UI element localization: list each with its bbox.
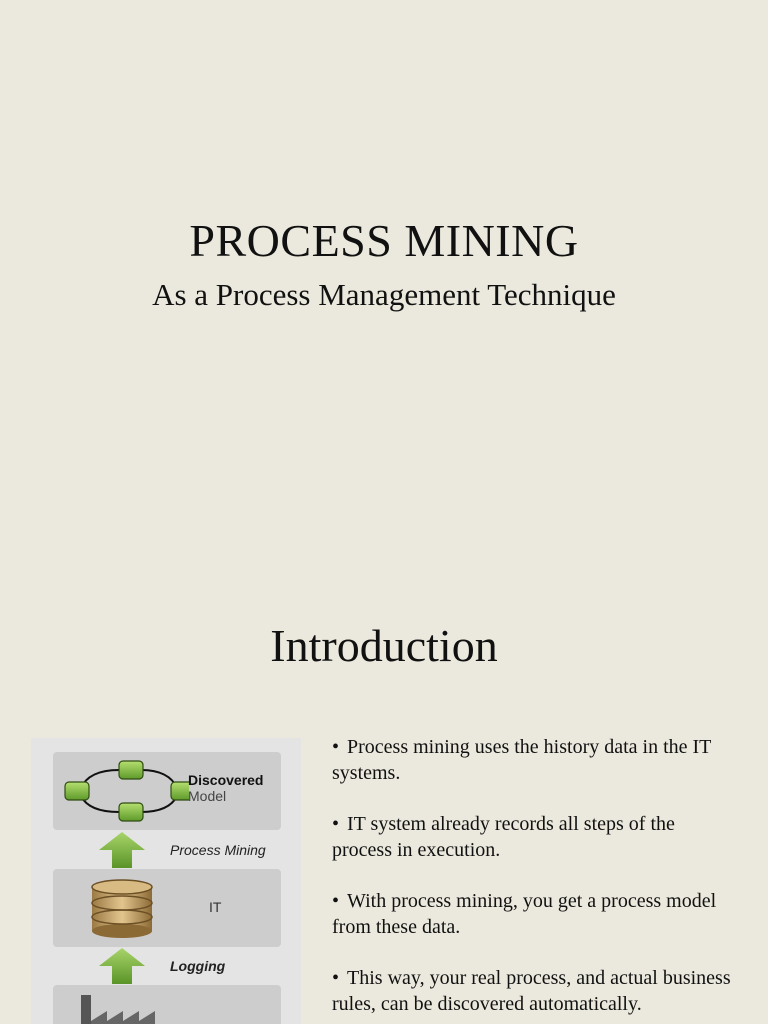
process-mining-label: Process Mining [170, 842, 266, 858]
introduction-slide [0, 576, 768, 1024]
model-node [65, 782, 89, 800]
discovered-model-label [188, 772, 263, 804]
reality-panel [53, 985, 281, 1024]
process-mining-diagram [31, 738, 301, 1024]
intro-heading: Introduction [270, 620, 498, 671]
bullet-item: • With process mining, you get a process model from these data. [332, 890, 717, 938]
slide-subtitle: As a Process Management Technique [152, 277, 616, 312]
it-panel [53, 869, 281, 947]
bullet-text: This way, your real process, and actual business rules, can be discovered automatically. [332, 967, 731, 1015]
discovered-model-panel [53, 752, 281, 830]
up-arrow-icon [97, 830, 147, 870]
bullet-item: • This way, your real process, and actual business rules, can be discovered automatically. [332, 967, 731, 1015]
discovered-subtitle: Model [188, 788, 227, 804]
bullet-item: • Process mining uses the history data in the IT systems. [332, 736, 712, 784]
factory-icon [77, 991, 177, 1024]
bullet-text: IT system already records all steps of the process in execution. [332, 813, 675, 861]
model-node [119, 761, 143, 779]
up-arrow-icon [97, 946, 147, 986]
bullet-list [332, 734, 732, 1024]
logging-label: Logging [170, 958, 226, 974]
database-icon [87, 873, 157, 943]
process-model-icon [59, 752, 189, 830]
slide-title: PROCESS MINING [189, 215, 579, 266]
it-label: IT [209, 899, 222, 915]
bullet-text: Process mining uses the history data in the IT systems. [332, 736, 712, 784]
model-node [171, 782, 189, 800]
bullet-item: • IT system already records all steps of the process in execution. [332, 813, 675, 861]
discovered-title: Discovered [188, 772, 264, 788]
bullet-text: With process mining, you get a process model from these data. [332, 890, 717, 938]
model-node [119, 803, 143, 821]
